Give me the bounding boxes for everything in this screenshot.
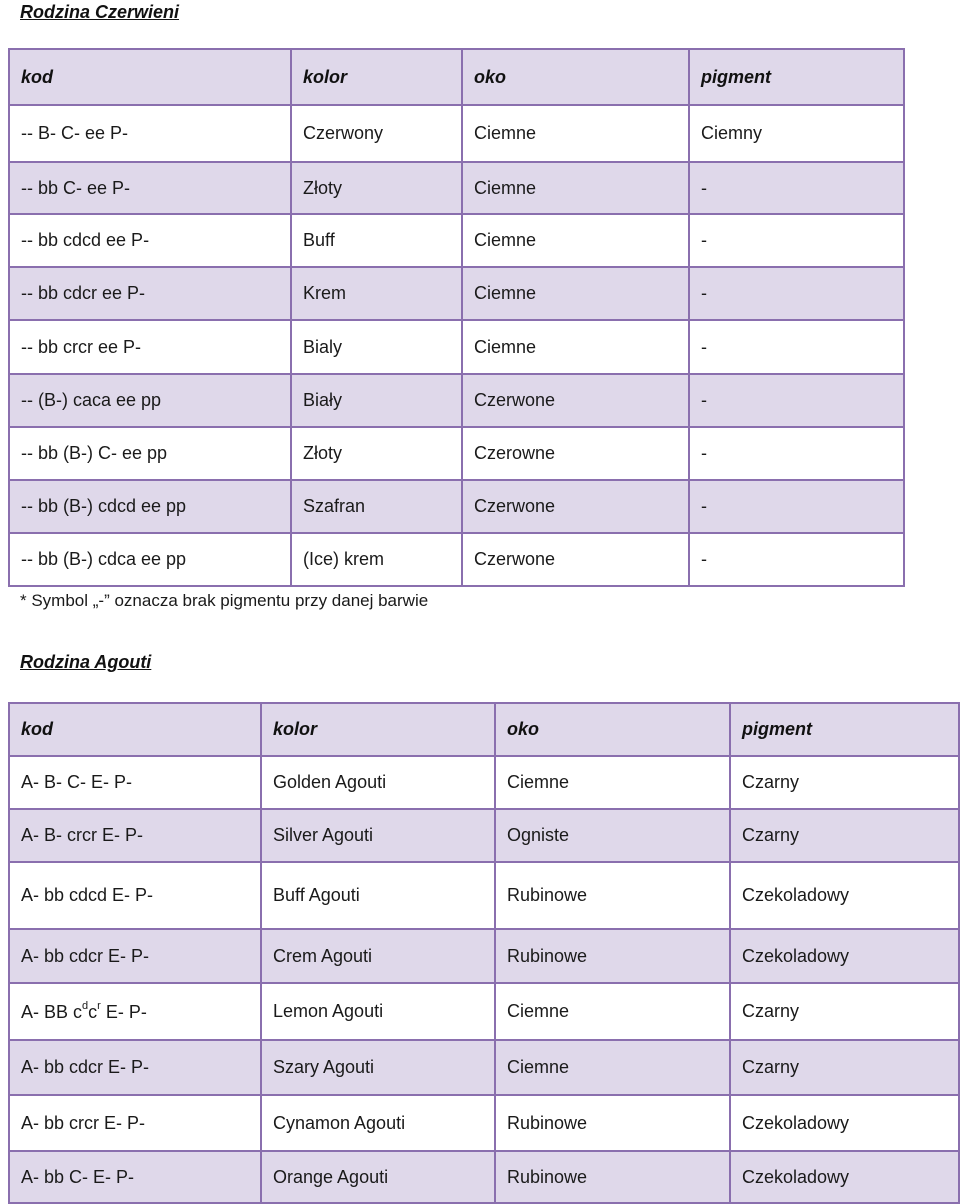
table-cell: Czekoladowy (730, 1095, 959, 1151)
table-cell: - (689, 320, 904, 374)
table-cell: Ciemne (495, 756, 730, 809)
column-header: pigment (730, 703, 959, 756)
table-cell: Czerwone (462, 374, 689, 427)
table-row (9, 756, 959, 809)
table-cell: Złoty (291, 427, 462, 480)
table-cell: Ciemne (495, 1040, 730, 1095)
table-cell: - (689, 427, 904, 480)
code-part: A- BB c (21, 1002, 83, 1022)
table-row (9, 320, 904, 374)
table-cell: Ciemny (689, 105, 904, 162)
table-cell: Złoty (291, 162, 462, 214)
table-cell: - (689, 533, 904, 586)
table-cell: (Ice) krem (291, 533, 462, 586)
table-cell: -- bb (B-) cdcd ee pp (9, 480, 291, 533)
table-cell: Buff Agouti (261, 862, 495, 929)
table-row (9, 1151, 959, 1203)
table-cell: A- bb C- E- P- (9, 1151, 261, 1203)
table-cell-code-superscript (9, 983, 261, 1040)
column-header: oko (462, 49, 689, 105)
table-cell: - (689, 267, 904, 320)
table-cell: Lemon Agouti (261, 983, 495, 1040)
table-row (9, 105, 904, 162)
table-cell: -- bb crcr ee P- (9, 320, 291, 374)
code-part: c (88, 1002, 98, 1022)
table-row (9, 427, 904, 480)
table-cell: - (689, 214, 904, 267)
table-cell: Czarny (730, 809, 959, 862)
table-row (9, 862, 959, 929)
column-header: kolor (291, 49, 462, 105)
table-cell: -- bb (B-) cdca ee pp (9, 533, 291, 586)
table-cell: A- bb cdcr E- P- (9, 929, 261, 983)
table-cell: Rubinowe (495, 862, 730, 929)
column-header: kolor (261, 703, 495, 756)
table-cell: Cynamon Agouti (261, 1095, 495, 1151)
table-cell: -- bb C- ee P- (9, 162, 291, 214)
table-cell: Bialy (291, 320, 462, 374)
header-row (9, 703, 959, 756)
table-cell: Silver Agouti (261, 809, 495, 862)
table-cell: Czekoladowy (730, 1151, 959, 1203)
table-cell: Czekoladowy (730, 862, 959, 929)
table-cell: A- B- C- E- P- (9, 756, 261, 809)
table-cell: Ciemne (462, 105, 689, 162)
table-cell: Czerwone (462, 480, 689, 533)
table-cell: Ciemne (462, 214, 689, 267)
table-cell: Szary Agouti (261, 1040, 495, 1095)
table-cell: A- bb cdcr E- P- (9, 1040, 261, 1095)
table-cell: Orange Agouti (261, 1151, 495, 1203)
table-row (9, 480, 904, 533)
table-cell: Czerowne (462, 427, 689, 480)
table-row (9, 983, 959, 1040)
table-cell: Buff (291, 214, 462, 267)
table-row (9, 267, 904, 320)
header-row (9, 49, 904, 105)
table-cell: Biały (291, 374, 462, 427)
column-header: kod (9, 49, 291, 105)
table-row (9, 533, 904, 586)
column-header: pigment (689, 49, 904, 105)
table-cell: -- bb cdcd ee P- (9, 214, 291, 267)
section-title-czerwieni: Rodzina Czerwieni (20, 2, 180, 22)
table-row (9, 1040, 959, 1095)
table-cell: Czarny (730, 1040, 959, 1095)
table-cell: Ciemne (462, 267, 689, 320)
table-cell: Czekoladowy (730, 929, 959, 983)
table-row (9, 1095, 959, 1151)
table-agouti (8, 702, 960, 1204)
code-part: E- P- (100, 1002, 147, 1022)
table-cell: Czarny (730, 983, 959, 1040)
table-cell: -- B- C- ee P- (9, 105, 291, 162)
table-row (9, 809, 959, 862)
table-cell: A- B- crcr E- P- (9, 809, 261, 862)
table-cell: Rubinowe (495, 929, 730, 983)
table-cell: - (689, 480, 904, 533)
table-cell: -- bb (B-) C- ee pp (9, 427, 291, 480)
code-part: r (97, 1000, 101, 1012)
pigment-note: * Symbol „-” oznacza brak pigmentu przy danej barwie (20, 591, 429, 610)
table-row (9, 214, 904, 267)
table-cell: Czerwone (462, 533, 689, 586)
column-header: kod (9, 703, 261, 756)
table-cell: - (689, 374, 904, 427)
column-header: oko (495, 703, 730, 756)
table-row (9, 162, 904, 214)
table-row (9, 929, 959, 983)
table-cell: -- (B-) caca ee pp (9, 374, 291, 427)
table-cell: - (689, 162, 904, 214)
table-cell: Czerwony (291, 105, 462, 162)
table-cell: A- bb cdcd E- P- (9, 862, 261, 929)
table-czerwieni (8, 48, 905, 587)
section-title-agouti: Rodzina Agouti (20, 652, 152, 672)
table-cell: Golden Agouti (261, 756, 495, 809)
table-cell: Krem (291, 267, 462, 320)
table-row (9, 374, 904, 427)
table-cell: Ciemne (495, 983, 730, 1040)
table-cell: Ciemne (462, 320, 689, 374)
table-cell: Szafran (291, 480, 462, 533)
table-cell: Ogniste (495, 809, 730, 862)
table-cell: Rubinowe (495, 1151, 730, 1203)
table-cell: -- bb cdcr ee P- (9, 267, 291, 320)
table-cell: Ciemne (462, 162, 689, 214)
table-cell: Czarny (730, 756, 959, 809)
table-cell: Rubinowe (495, 1095, 730, 1151)
table-cell: A- bb crcr E- P- (9, 1095, 261, 1151)
code-part: d (82, 1000, 89, 1012)
table-cell: Crem Agouti (261, 929, 495, 983)
